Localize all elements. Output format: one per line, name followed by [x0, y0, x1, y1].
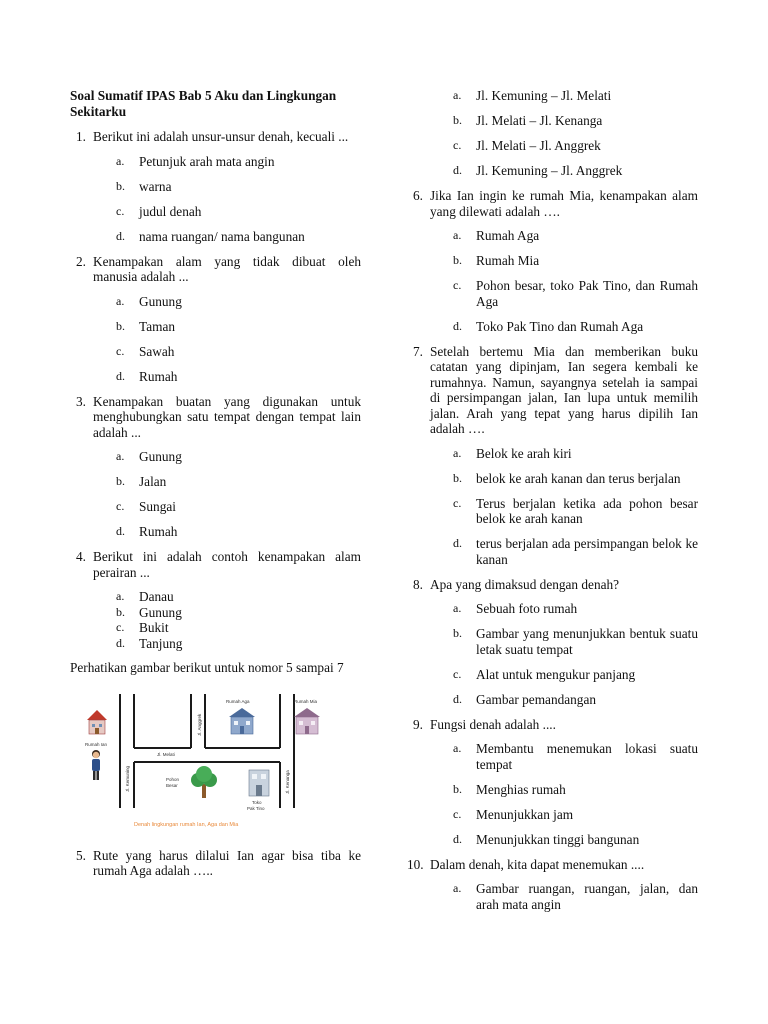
option-item: [116, 474, 361, 490]
document-title: Soal Sumatif IPAS Bab 5 Aku dan Lingkungan Sekitarku: [70, 88, 337, 119]
option-letter: b.: [453, 253, 462, 267]
options-list: [116, 449, 361, 540]
option-letter: b.: [116, 318, 125, 333]
option-item: [453, 741, 698, 772]
option-item: [116, 154, 361, 170]
option-item: [116, 294, 361, 310]
options-list: [116, 154, 361, 245]
option-item: [453, 496, 698, 527]
option-letter: b.: [453, 470, 462, 485]
option-item: [116, 589, 361, 605]
option-text: Rumah Mia: [476, 253, 540, 268]
option-letter: a.: [116, 153, 125, 168]
option-text: Jl. Melati – Jl. Kenanga: [476, 113, 603, 128]
question-number: 8.: [413, 576, 423, 592]
option-item: [453, 253, 698, 269]
neighborhood-map: [84, 688, 324, 834]
options-list: [453, 881, 698, 912]
options-list: [453, 88, 698, 179]
map-label: Pak Tino: [247, 805, 265, 811]
option-letter: b.: [453, 113, 462, 127]
map-label: Besar: [166, 782, 178, 788]
option-text: Jl. Kemuning – Jl. Anggrek: [476, 163, 623, 178]
question-8: [407, 577, 698, 593]
option-letter: d.: [116, 635, 125, 650]
option-text: Belok ke arah kiri: [476, 445, 572, 461]
option-letter: c.: [116, 343, 125, 358]
option-item: [116, 179, 361, 195]
shop-icon: [249, 770, 269, 796]
option-letter: c.: [116, 620, 125, 634]
option-text: Tanjung: [139, 635, 183, 651]
map-label: Jl. Kemuning: [125, 765, 130, 792]
option-text: Gunung: [139, 293, 182, 309]
option-item: [453, 228, 698, 244]
options-list: [453, 228, 698, 334]
question-1: [70, 129, 361, 145]
option-item: [116, 319, 361, 335]
option-item: [116, 344, 361, 360]
option-letter: a.: [116, 293, 125, 308]
question-number: 6.: [413, 188, 423, 203]
map-label: Pohon: [166, 776, 180, 782]
option-letter: b.: [453, 781, 462, 796]
option-text: Menghias rumah: [476, 781, 566, 797]
option-text: judul denah: [139, 203, 202, 219]
option-item: [116, 204, 361, 220]
option-letter: b.: [116, 178, 125, 193]
question-2: [70, 254, 361, 285]
option-letter: c.: [116, 203, 125, 218]
option-letter: d.: [453, 536, 462, 550]
option-text: Danau: [139, 589, 174, 604]
option-text: Gambar pemandangan: [476, 691, 596, 707]
option-text: Menunjukkan jam: [476, 806, 574, 822]
option-letter: d.: [453, 163, 462, 177]
option-item: [116, 369, 361, 385]
question-number: 9.: [413, 716, 423, 732]
map-label: Jl. Kenanga: [285, 769, 290, 794]
option-item: [116, 449, 361, 465]
option-letter: a.: [116, 449, 125, 463]
option-text: terus berjalan ada persimpangan belok ke kanan: [476, 536, 698, 567]
option-text: Terus berjalan ketika ada pohon besar belok ke arah kanan: [476, 495, 698, 526]
option-letter: c.: [453, 666, 462, 681]
option-item: [453, 446, 698, 462]
option-item: [453, 601, 698, 617]
question-7: [407, 344, 698, 437]
question-text: Fungsi denah adalah ....: [430, 716, 556, 732]
option-text: Gambar yang menunjukkan bentuk suatu letak suatu tempat: [476, 626, 698, 657]
option-text: nama ruangan/ nama bangunan: [139, 228, 305, 244]
map-label: Rumah Mia: [294, 698, 318, 704]
option-item: [116, 636, 361, 652]
option-letter: b.: [116, 474, 125, 488]
question-number: 2.: [76, 253, 86, 269]
question-text: Berikut ini adalah unsur-unsur denah, kecuali ...: [93, 129, 349, 144]
option-letter: a.: [453, 881, 462, 895]
option-text: Gunung: [139, 604, 182, 620]
option-item: [453, 692, 698, 708]
option-text: Jl. Melati – Jl. Anggrek: [476, 138, 601, 153]
option-text: Jl. Kemuning – Jl. Melati: [476, 88, 612, 103]
option-item: [453, 536, 698, 567]
option-item: [116, 605, 361, 621]
question-9: [407, 717, 698, 733]
option-item: [453, 782, 698, 798]
option-item: [116, 620, 361, 636]
option-letter: c.: [453, 806, 462, 821]
option-item: [453, 626, 698, 657]
option-letter: a.: [453, 741, 462, 755]
option-text: Rumah Aga: [476, 228, 540, 243]
option-item: [453, 138, 698, 154]
question-text: Berikut ini adalah contoh kenampakan alam perairan ...: [93, 549, 361, 580]
map-caption: Denah lingkungan rumah Ian, Aga dan Mia: [134, 821, 239, 828]
option-letter: d.: [116, 228, 125, 243]
option-item: [116, 499, 361, 515]
question-text: Apa yang dimaksud dengan denah?: [430, 576, 620, 592]
question-number: 3.: [76, 393, 86, 409]
option-item: [453, 88, 698, 104]
question-number: 7.: [413, 343, 423, 359]
question-3: [70, 394, 361, 441]
option-text: Taman: [139, 318, 175, 334]
option-text: Pohon besar, toko Pak Tino, dan Rumah Aga: [476, 278, 698, 309]
question-text: Kenampakan buatan yang digunakan untuk menghubungkan satu tempat dengan tempat lain adalah ...: [93, 393, 361, 440]
option-letter: a.: [453, 228, 462, 242]
option-item: [116, 229, 361, 245]
right-column: [407, 88, 698, 922]
option-letter: d.: [453, 691, 462, 706]
option-item: [453, 319, 698, 335]
question-text: Rute yang harus dilalui Ian agar bisa tiba ke rumah Aga adalah …..: [93, 847, 361, 878]
question-number: 10.: [407, 856, 424, 872]
option-item: [116, 524, 361, 540]
option-text: Rumah: [139, 524, 178, 539]
option-letter: c.: [453, 138, 462, 152]
option-text: Membantu menemukan lokasi suatu tempat: [476, 741, 698, 772]
option-letter: c.: [453, 495, 462, 510]
question-text: Dalam denah, kita dapat menemukan ....: [430, 856, 645, 872]
question-5: [70, 848, 361, 879]
options-list: [453, 601, 698, 707]
map-label: Rumah Ian: [85, 741, 108, 747]
option-text: Jalan: [139, 474, 167, 489]
map-label: Jl. Anggrek: [197, 713, 202, 736]
option-text: Petunjuk arah mata angin: [139, 153, 275, 169]
option-text: Sawah: [139, 343, 175, 359]
option-text: Bukit: [139, 620, 169, 635]
option-letter: c.: [453, 278, 462, 292]
option-text: belok ke arah kanan dan terus berjalan: [476, 470, 681, 486]
question-4: [70, 549, 361, 580]
option-letter: a.: [453, 88, 462, 102]
map-label: Rumah Aga: [226, 698, 250, 704]
options-list: [116, 294, 361, 385]
options-list: [453, 741, 698, 847]
option-letter: a.: [116, 589, 125, 603]
option-item: [453, 667, 698, 683]
option-text: Sungai: [139, 499, 176, 514]
option-text: Alat untuk mengukur panjang: [476, 666, 636, 682]
question-6: [407, 188, 698, 219]
question-number: 1.: [76, 129, 86, 144]
option-letter: b.: [453, 626, 462, 640]
options-list: [453, 446, 698, 568]
map-label: Toko: [252, 799, 262, 805]
option-text: Rumah: [139, 368, 178, 384]
option-item: [453, 113, 698, 129]
left-column: [70, 88, 361, 888]
option-letter: d.: [453, 831, 462, 846]
question-10: [407, 857, 698, 873]
option-text: Gunung: [139, 449, 182, 464]
option-item: [453, 163, 698, 179]
option-item: [453, 278, 698, 309]
question-text: Kenampakan alam yang tidak dibuat oleh manusia adalah ...: [93, 253, 361, 284]
option-item: [453, 471, 698, 487]
options-list: [116, 589, 361, 651]
option-text: Gambar ruangan, ruangan, jalan, dan arah mata angin: [476, 881, 698, 912]
option-letter: a.: [453, 601, 462, 615]
option-item: [453, 832, 698, 848]
option-item: [453, 807, 698, 823]
option-item: [453, 881, 698, 912]
option-letter: b.: [116, 604, 125, 619]
option-letter: d.: [116, 368, 125, 383]
option-letter: d.: [453, 318, 462, 333]
option-text: Toko Pak Tino dan Rumah Aga: [476, 318, 644, 334]
option-text: warna: [139, 178, 172, 194]
question-text: Jika Ian ingin ke rumah Mia, kenampakan alam yang dilewati adalah ….: [430, 188, 698, 219]
question-text: Setelah bertemu Mia dan memberikan buku catatan yang dipinjam, Ian segera kembali ke rumahnya. Namun, sayangnya setelah ia sampai di persimpangan jalan, Ian lupa untuk memilih jalan. Arah yang tepat yang harus dipilih Ian adalah ….: [430, 343, 698, 436]
question-number: 4.: [76, 549, 86, 564]
option-letter: d.: [116, 524, 125, 538]
option-letter: c.: [116, 499, 125, 513]
option-text: Menunjukkan tinggi bangunan: [476, 831, 640, 847]
option-letter: a.: [453, 445, 462, 460]
option-text: Sebuah foto rumah: [476, 601, 578, 616]
question-number: 5.: [76, 847, 86, 863]
map-label: Jl. Melati: [157, 751, 175, 757]
instruction-text: Perhatikan gambar berikut untuk nomor 5 sampai 7: [70, 660, 344, 675]
neighborhood-map-figure: [84, 688, 324, 834]
